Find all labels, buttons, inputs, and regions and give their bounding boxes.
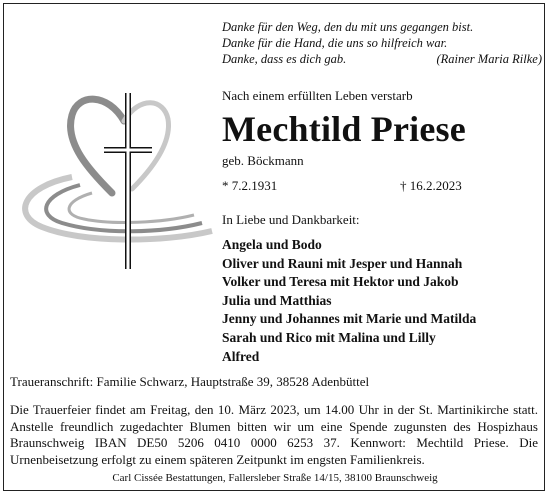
- family-member: Alfred: [222, 348, 260, 364]
- poem: [222, 19, 542, 67]
- birth-date: * 7.2.1931: [222, 178, 278, 193]
- mourning-address: Traueranschrift: Familie Schwarz, Hauptstraße 39, 38528 Adenbüttel: [10, 374, 370, 389]
- family-member: Angela und Bodo: [222, 237, 322, 252]
- maiden-name: geb. Böckmann: [222, 153, 304, 168]
- family-member: Jenny und Johannes mit Marie und Matilda: [222, 311, 477, 327]
- swoosh-inner: [69, 193, 194, 222]
- death-date: † 16.2.2023: [400, 178, 462, 193]
- cross-vertical-core: [127, 147, 130, 153]
- poem-line: Danke für den Weg, den du mit uns gegangen bist.: [222, 20, 474, 34]
- service-information: Die Trauerfeier findet am Freitag, den 10. März 2023, um 14.00 Uhr in der St. Martinikirche statt. Anstelle freundlich zugedachter Blumen bitten wir um eine Spende zugunsten des Hospizhaus Braunschweig IBAN DE50 5206 0410 0000 6253 37. Kennwort: Mechtild Priese. Die Urnenbeisetzung erfolgt zu einem späteren Zeitpunkt im engsten Familienkreis.: [10, 402, 538, 467]
- thanks-line: In Liebe und Dankbarkeit:: [222, 212, 360, 227]
- poem-line: Danke, dass es dich gab.: [222, 52, 347, 66]
- poem-author: (Rainer Maria Rilke): [436, 52, 542, 66]
- intro-text: Nach einem erfüllten Leben verstarb: [222, 88, 413, 103]
- family-list: [222, 236, 476, 366]
- deceased-name: Mechtild Priese: [222, 109, 466, 149]
- heart-outline: [71, 99, 124, 193]
- poem-line: Danke für die Hand, die uns so hilfreich war.: [222, 36, 448, 50]
- family-member: Julia und Matthias: [222, 292, 332, 308]
- family-member: Volker und Teresa mit Hektor und Jakob: [222, 274, 459, 290]
- undertaker-line: Carl Cissée Bestattungen, Fallersleber Straße 14/15, 38100 Braunschweig: [112, 472, 438, 484]
- family-member: Sarah und Rico mit Malina und Lilly: [222, 329, 436, 345]
- cross-vertical-inner: [127, 93, 130, 269]
- poem-last-row: [222, 51, 542, 67]
- cross-heart-emblem-icon: [12, 85, 217, 275]
- family-member: Oliver und Rauni mit Jesper und Hannah: [222, 255, 463, 271]
